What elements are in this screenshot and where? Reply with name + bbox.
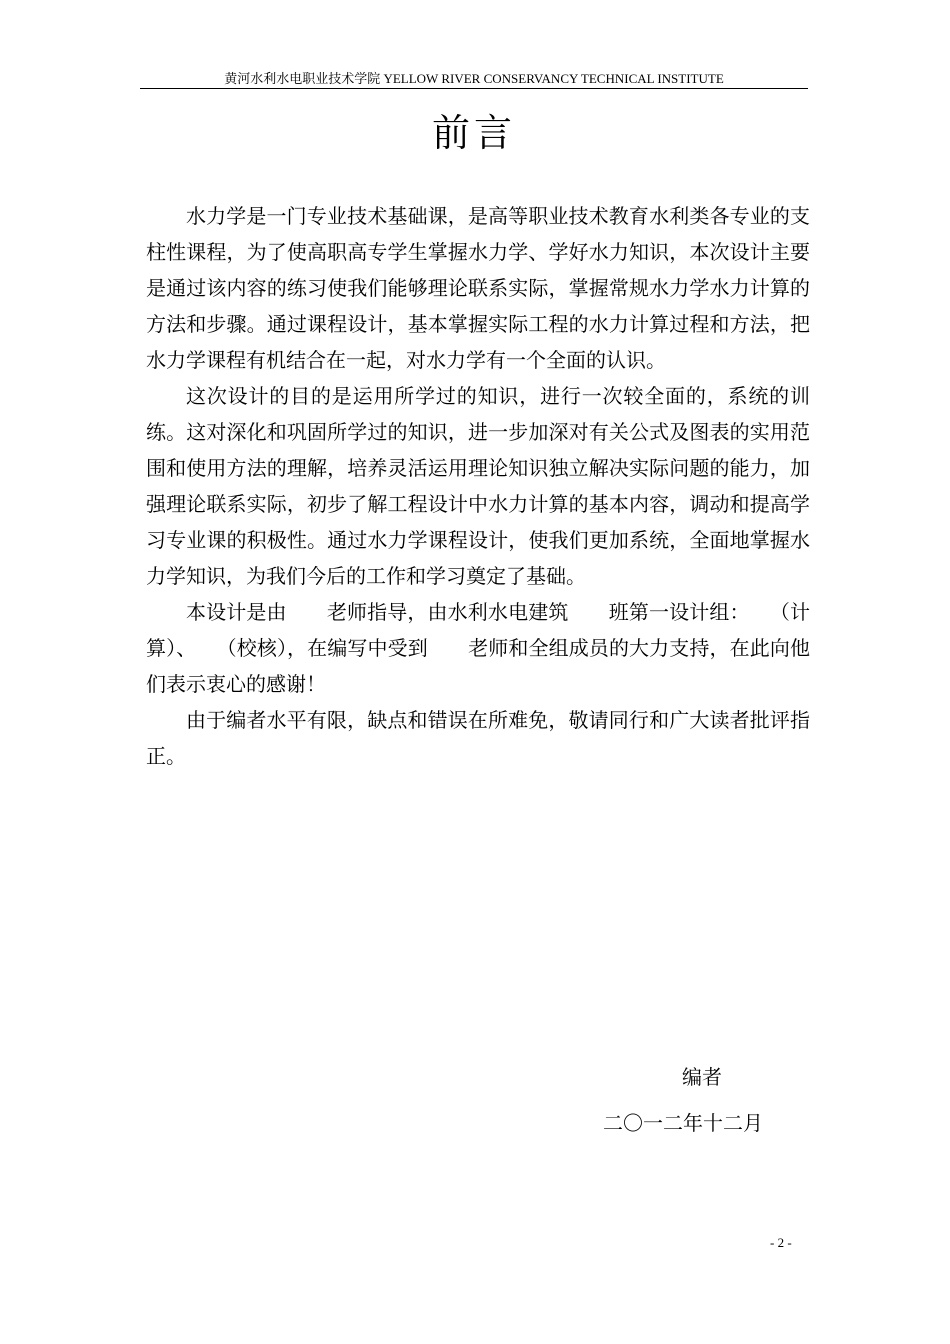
page-number: - 2 - — [770, 1235, 792, 1250]
running-header: 黄河水利水电职业技术学院 YELLOW RIVER CONSERVANCY TECHNICAL INSTITUTE — [140, 70, 808, 89]
preface-body — [146, 198, 810, 774]
date-line: 二〇一二年十二月 — [603, 1111, 763, 1135]
paragraph-intro: 水力学是一门专业技术基础课，是高等职业技术教育水利类各专业的支柱性课程，为了使高职高专学生掌握水力学、学好水力知识，本次设计主要是通过该内容的练习使我们能够理论联系实际，掌握常规水力学水力计算的方法和步骤。通过课程设计，基本掌握实际工程的水力计算过程和方法，把水力学课程有机结合在一起，对水力学有一个全面的认识。 — [146, 204, 810, 372]
paragraph-closing: 由于编者水平有限，缺点和错误在所难免，敬请同行和广大读者批评指正。 — [146, 708, 810, 768]
page-title: 前言 — [431, 111, 516, 155]
paragraph-purpose: 这次设计的目的是运用所学过的知识，进行一次较全面的，系统的训练。这对深化和巩固所学过的知识，进一步加深对有关公式及图表的实用范围和使用方法的理解，培养灵活运用理论知识独立解决实际问题的能力，加强理论联系实际，初步了解工程设计中水力计算的基本内容，调动和提高学习专业课的积极性。通过水力学课程设计，使我们更加系统，全面地掌握水力学知识，为我们今后的工作和学习奠定了基础。 — [146, 384, 810, 588]
paragraph-acknowledgement: 本设计是由 老师指导，由水利水电建筑 班第一设计组： （计算）、 （校核），在编写中受到 老师和全组成员的大力支持，在此向他们表示衷心的感谢！ — [146, 600, 810, 696]
author-signature: 编者 — [682, 1065, 722, 1089]
